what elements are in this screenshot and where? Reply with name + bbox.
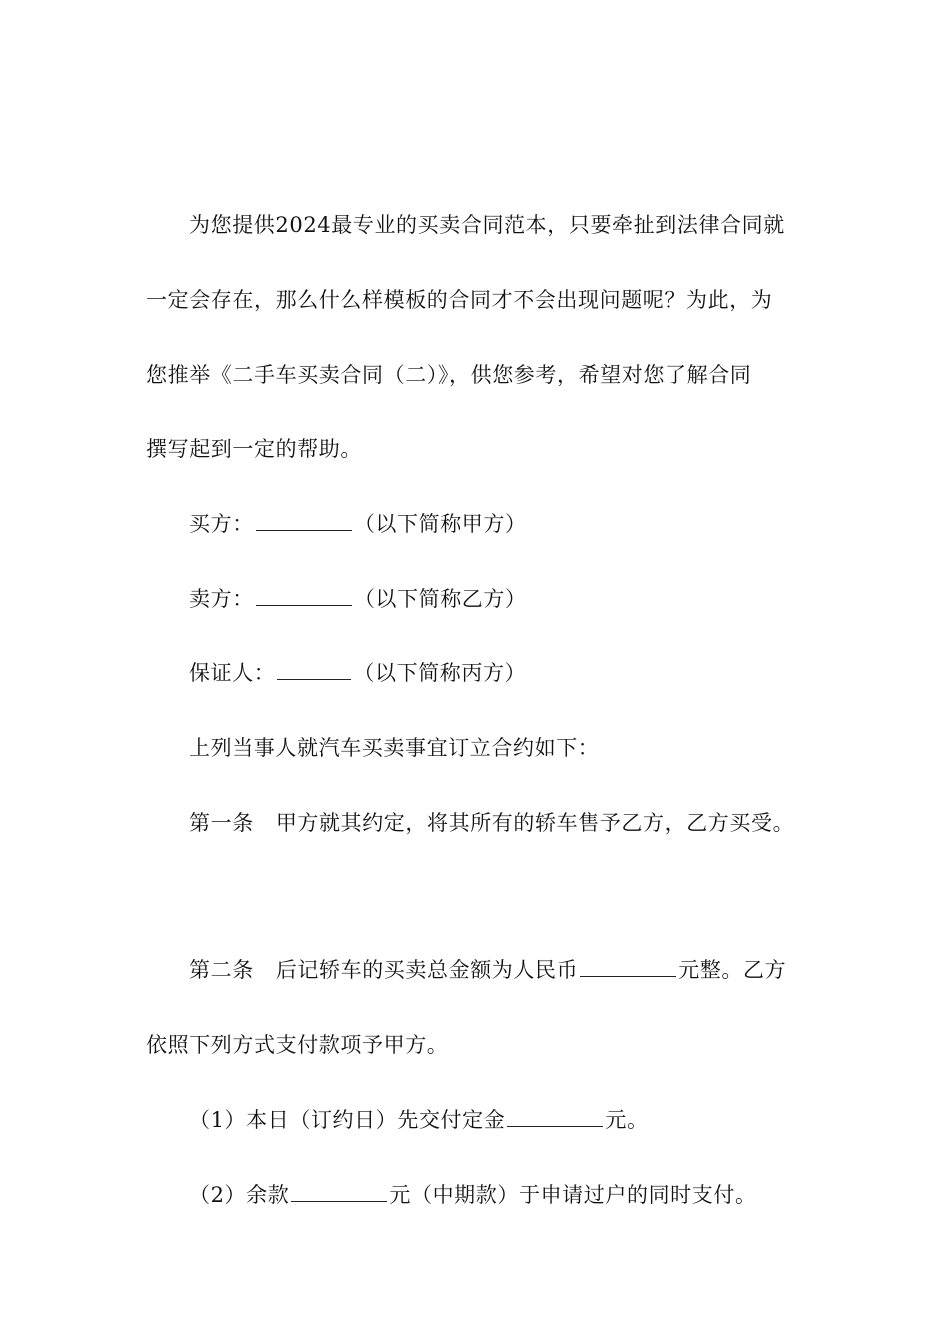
seller-blank (256, 584, 352, 606)
balance-blank (291, 1180, 387, 1202)
article-1 (189, 808, 794, 838)
buyer-label: 买方： (189, 512, 254, 536)
guarantor-line (189, 658, 526, 688)
buyer-blank (256, 509, 352, 531)
total-amount-blank (580, 955, 676, 977)
article-2 (189, 955, 786, 985)
article-2-text-before: 后记轿车的买卖总金额为人民币 (275, 958, 579, 982)
article-1-text: 甲方就其约定，将其所有的轿车售予乙方，乙方买受。 (275, 811, 795, 835)
buyer-line (189, 509, 527, 539)
payment-item-1-after: 元。 (605, 1108, 649, 1132)
preamble: 上列当事人就汽车买卖事宜订立合约如下： (189, 736, 600, 760)
guarantor-blank (277, 658, 351, 680)
seller-suffix: （以下简称乙方） (353, 587, 527, 611)
payment-item-2 (189, 1180, 757, 1210)
payment-item-1-before: （1）本日（订约日）先交付定金 (189, 1108, 506, 1132)
guarantor-suffix: （以下简称丙方） (353, 661, 527, 685)
payment-item-1 (189, 1105, 649, 1135)
article-2-number: 第二条 (189, 958, 254, 982)
intro-line-1: 为您提供2024最专业的买卖合同范本，只要牵扯到法律合同就 (189, 213, 785, 237)
article-2-line-2: 依照下列方式支付款项予甲方。 (146, 1033, 449, 1057)
payment-item-2-after: 元（中期款）于申请过户的同时支付。 (389, 1183, 757, 1207)
article-1-number: 第一条 (189, 811, 254, 835)
seller-label: 卖方： (189, 587, 254, 611)
intro-line-2: 一定会存在，那么什么样模板的合同才不会出现问题呢？为此，为 (146, 288, 773, 312)
payment-item-2-before: （2）余款 (189, 1183, 290, 1207)
deposit-blank (507, 1105, 603, 1127)
buyer-suffix: （以下简称甲方） (353, 512, 527, 536)
seller-line (189, 584, 527, 614)
intro-line-4: 撰写起到一定的帮助。 (146, 437, 362, 461)
guarantor-label: 保证人： (189, 661, 276, 685)
intro-line-3: 您推举《二手车买卖合同（二）》，供您参考，希望对您了解合同 (146, 363, 752, 387)
article-2-text-after: 元整。乙方 (678, 958, 787, 982)
